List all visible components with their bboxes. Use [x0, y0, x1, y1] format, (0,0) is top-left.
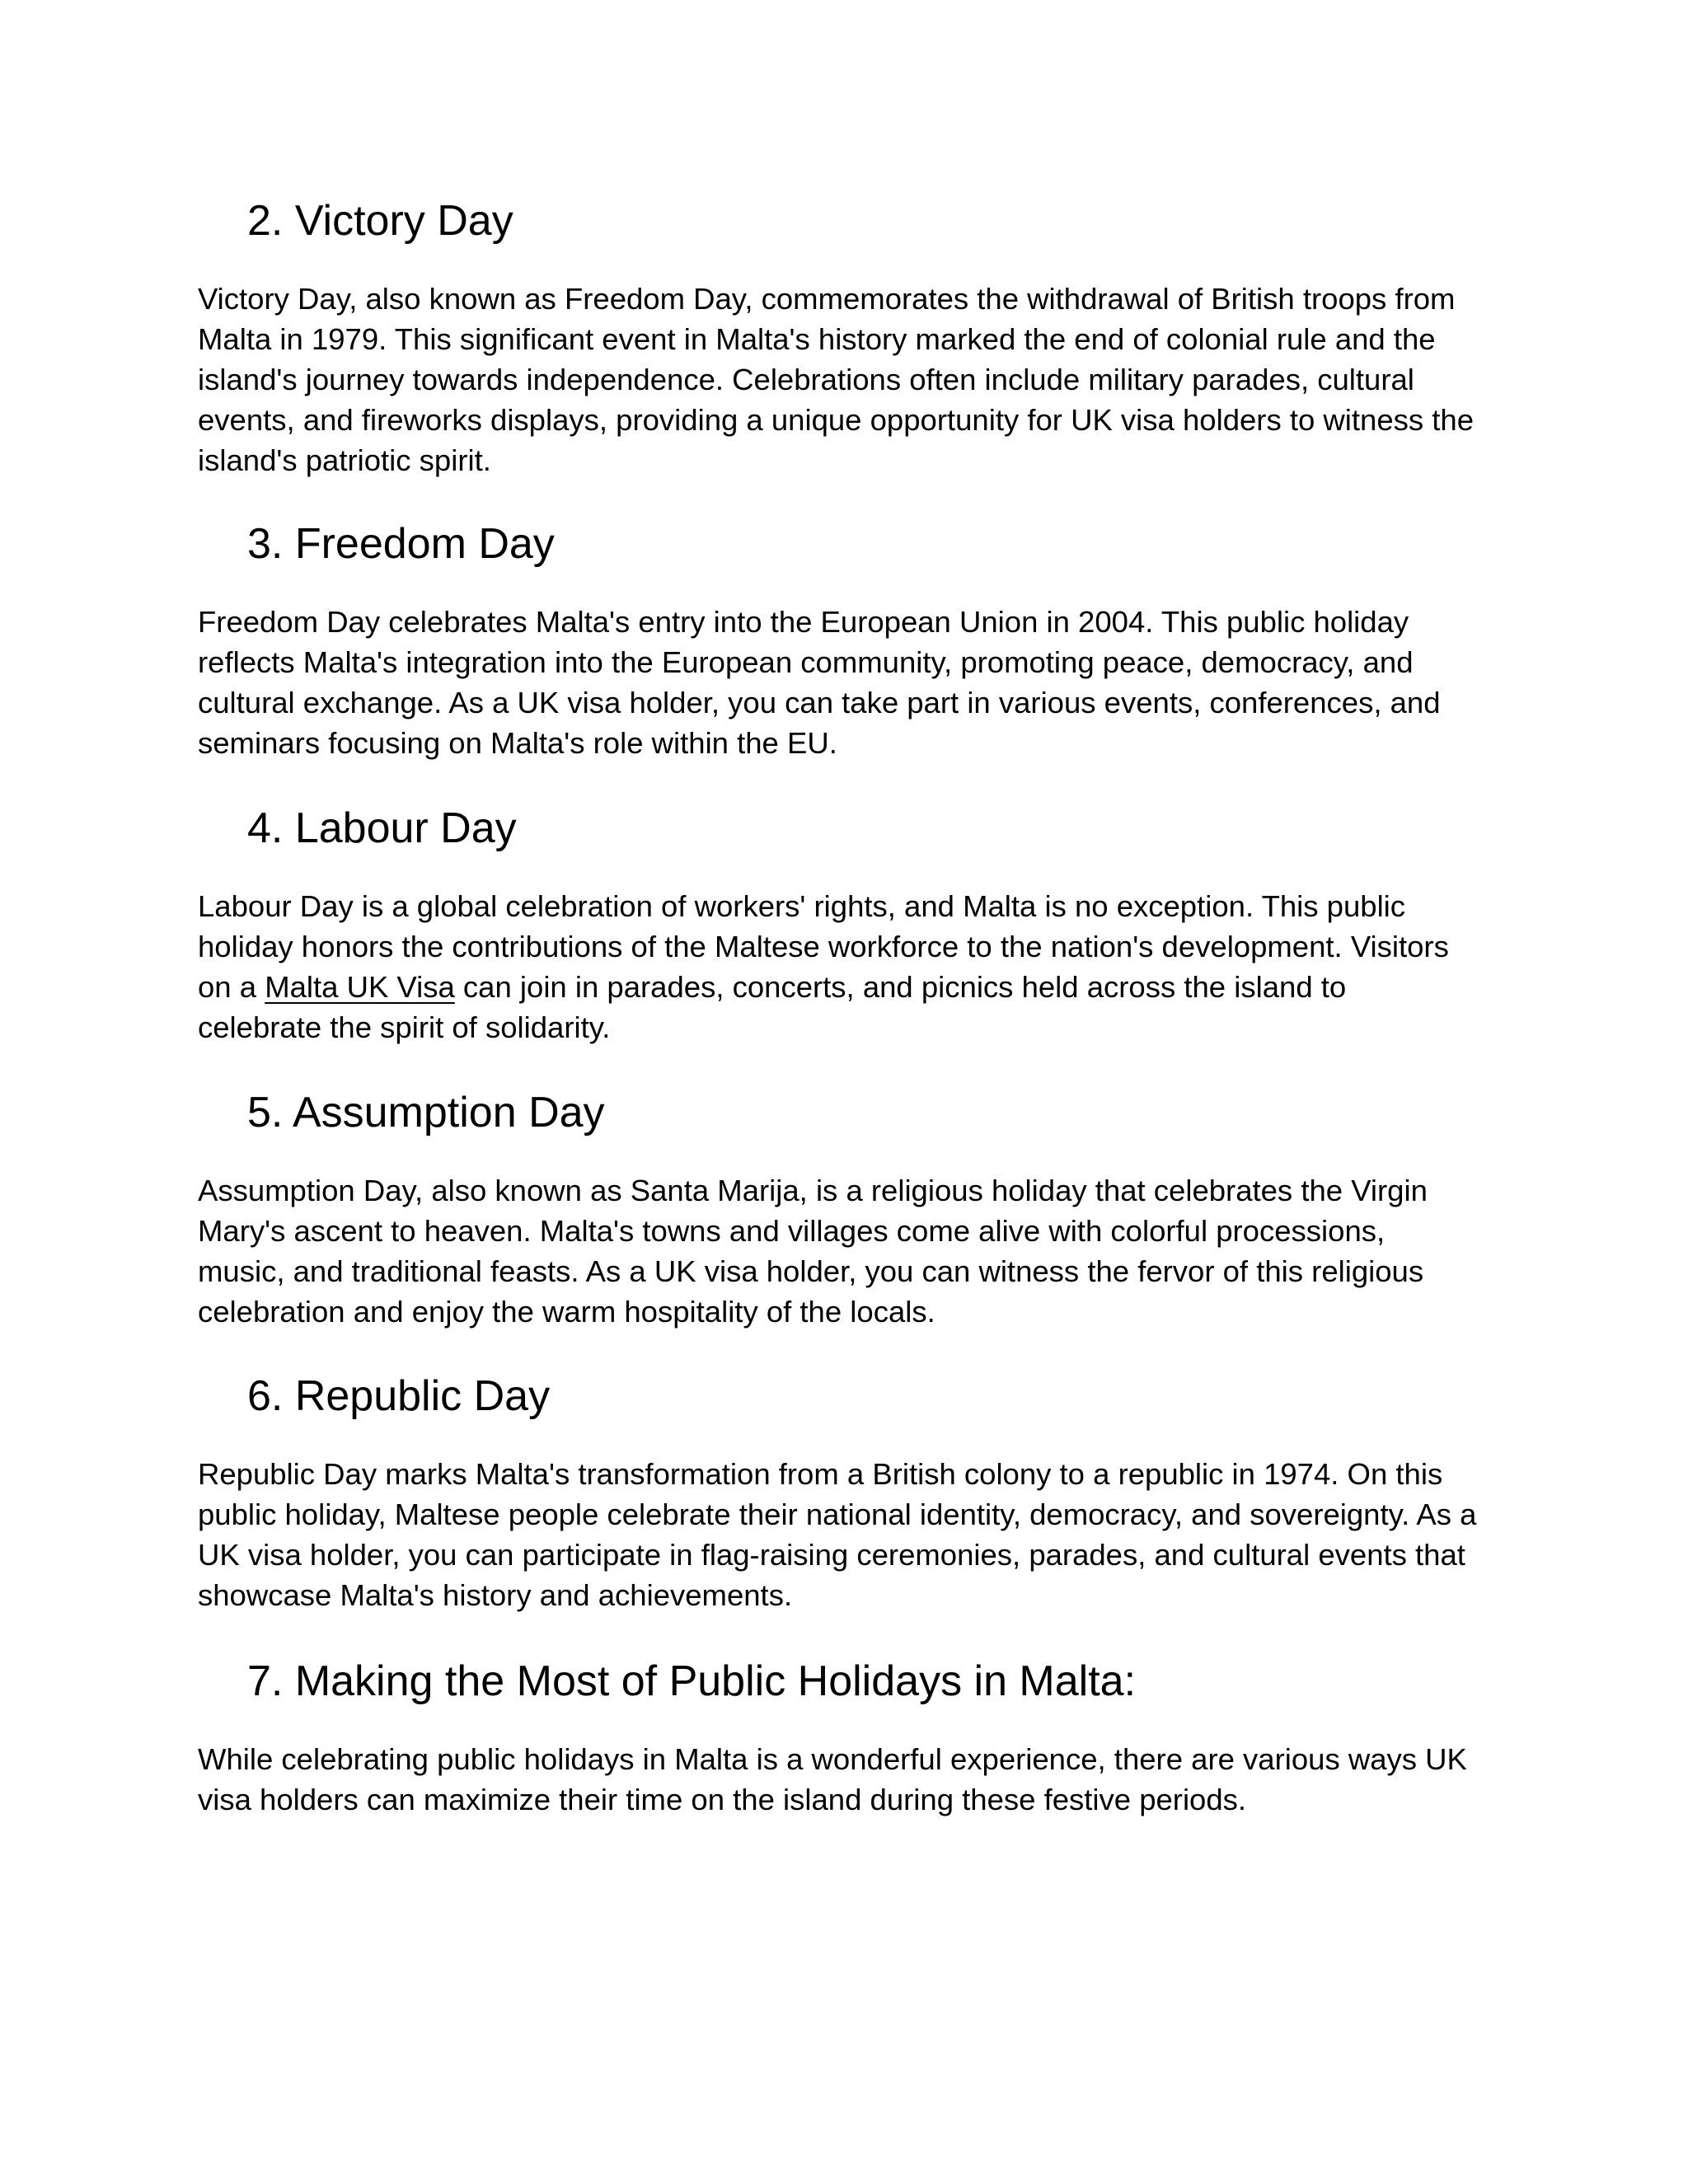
paragraph-line: cultural exchange. As a UK visa holder, you can take part in various events, conferences, and [198, 686, 1441, 719]
paragraph-line: seminars focusing on Malta's role within the EU. [198, 726, 837, 760]
section-paragraph [198, 886, 1492, 1047]
section-heading: 7. Making the Most of Public Holidays in Malta: [247, 1657, 1137, 1705]
paragraph-line: Assumption Day, also known as Santa Marija, is a religious holiday that celebrates the Virgin [198, 1174, 1428, 1207]
paragraph-line: celebration and enjoy the warm hospitality of the locals. [198, 1295, 935, 1329]
paragraph-line: UK visa holder, you can participate in flag-raising ceremonies, parades, and cultural events that [198, 1538, 1465, 1572]
section-paragraph [198, 1170, 1492, 1332]
section-paragraph [198, 1739, 1492, 1820]
section-heading: 4. Labour Day [247, 804, 517, 852]
malta-uk-visa-link[interactable]: Malta UK Visa [265, 970, 455, 1004]
section-making-the-most [198, 1657, 1492, 1820]
paragraph-line: public holiday, Maltese people celebrate their national identity, democracy, and sovereignty. As a [198, 1497, 1477, 1531]
paragraph-line: events, and fireworks displays, providing a unique opportunity for UK visa holders to witness the [198, 403, 1475, 437]
paragraph-line: Republic Day marks Malta's transformation from a British colony to a republic in 1974. On this [198, 1457, 1443, 1491]
paragraph-line: visa holders can maximize their time on the island during these festive periods. [198, 1783, 1247, 1816]
section-heading: 6. Republic Day [247, 1372, 551, 1420]
section-heading: 2. Victory Day [247, 197, 513, 245]
section-republic-day [198, 1371, 1492, 1615]
section-paragraph [198, 602, 1492, 763]
section-labour-day [198, 804, 1492, 1047]
section-freedom-day [198, 519, 1492, 763]
paragraph-line: Mary's ascent to heaven. Malta's towns and villages come alive with colorful processions, [198, 1214, 1386, 1248]
paragraph-line: music, and traditional feasts. As a UK visa holder, you can witness the fervor of this religious [198, 1254, 1424, 1288]
paragraph-line-with-link [198, 967, 1492, 1007]
paragraph-line: Victory Day, also known as Freedom Day, commemorates the withdrawal of British troops from [198, 282, 1456, 316]
paragraph-line: Freedom Day celebrates Malta's entry into the European Union in 2004. This public holiday [198, 605, 1409, 639]
section-heading: 5. Assumption Day [247, 1089, 605, 1137]
paragraph-line: island's patriotic spirit. [198, 443, 491, 477]
paragraph-line: island's journey towards independence. Celebrations often include military parades, cultural [198, 363, 1414, 396]
section-assumption-day [198, 1088, 1492, 1332]
section-paragraph [198, 1454, 1492, 1615]
section-paragraph [198, 279, 1492, 480]
section-heading: 3. Freedom Day [247, 520, 555, 568]
paragraph-line: Malta in 1979. This significant event in Malta's history marked the end of colonial rule and the [198, 322, 1436, 356]
paragraph-line: reflects Malta's integration into the European community, promoting peace, democracy, and [198, 645, 1414, 679]
paragraph-line: holiday honors the contributions of the Maltese workforce to the nation's development. Visitors [198, 930, 1449, 963]
paragraph-line: showcase Malta's history and achievements. [198, 1578, 793, 1612]
link-prefix-text: on a [198, 970, 265, 1004]
link-suffix-text: can join in parades, concerts, and picnics held across the island to [454, 970, 1347, 1004]
section-victory-day [198, 196, 1492, 480]
paragraph-line: Labour Day is a global celebration of workers' rights, and Malta is no exception. This public [198, 889, 1406, 923]
paragraph-line: celebrate the spirit of solidarity. [198, 1010, 611, 1044]
paragraph-line: While celebrating public holidays in Malta is a wonderful experience, there are various ways UK [198, 1742, 1467, 1776]
